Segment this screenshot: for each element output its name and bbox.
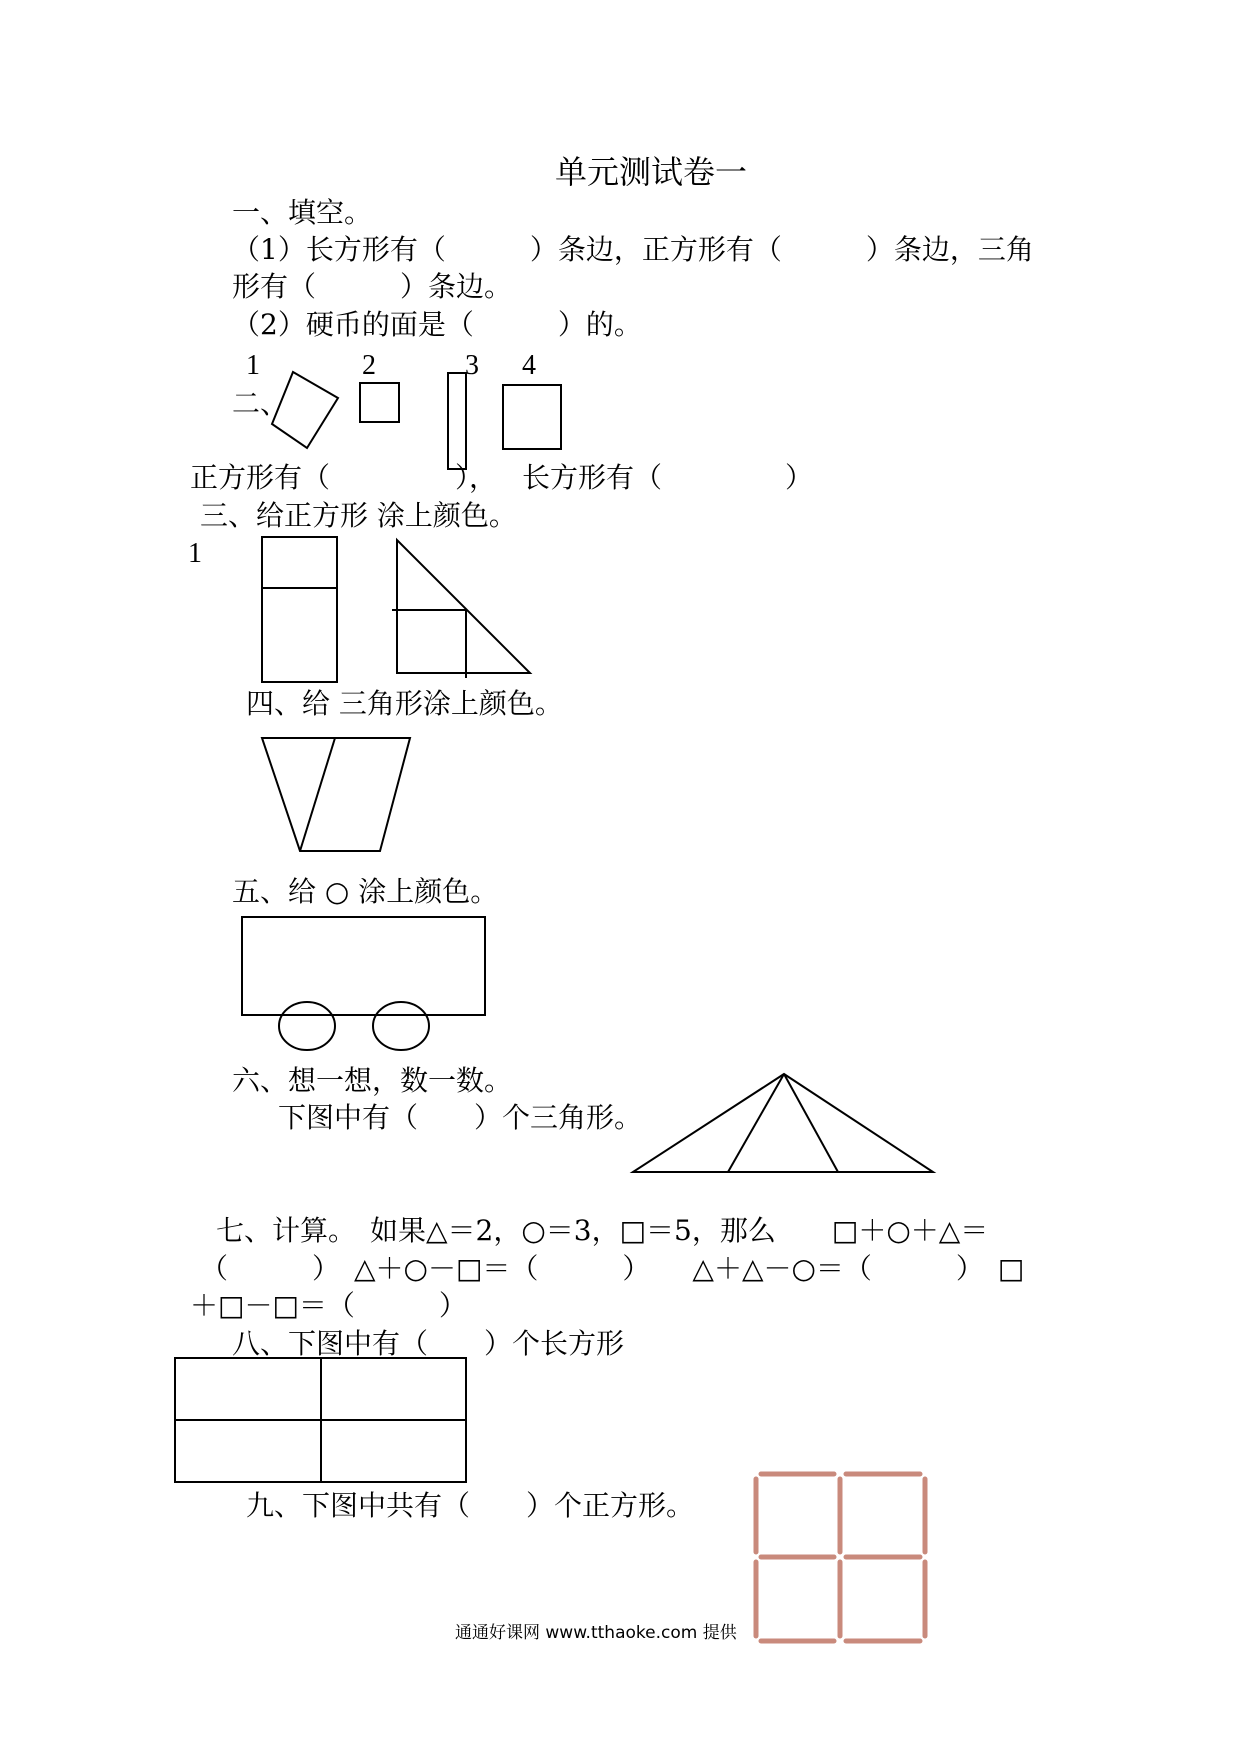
q9-heading: 九、下图中共有（ ）个正方形。 <box>246 1489 695 1522</box>
q5-cart-body <box>242 917 485 1015</box>
q7-line3: ＋□－□＝（ ） <box>190 1289 467 1322</box>
q2-label: 二、 <box>232 387 289 420</box>
q2-tall-rectangle-shape-3 <box>448 373 466 469</box>
q4-inverted-trapezoid <box>262 738 410 851</box>
q2-tilted-rectangle-shape-1 <box>272 372 338 448</box>
q7-line1: 七、计算。 如果△＝2，○＝3，□＝5，那么 □＋○＋△＝ <box>216 1214 989 1247</box>
q3-heading: 三、给正方形 涂上颜色。 <box>200 499 517 532</box>
q6-inner-line-right <box>784 1074 838 1172</box>
q2-small-square-shape-2 <box>360 383 399 422</box>
q4-heading: 四、给 三角形涂上颜色。 <box>246 687 563 720</box>
q6-question: 下图中有（ ）个三角形。 <box>278 1101 643 1134</box>
page-title: 单元测试卷一 <box>555 153 748 191</box>
q5-cart-wheel-right <box>373 1002 429 1050</box>
q2-rect-answer-close: ） <box>785 461 814 494</box>
q2-shape-number-4: 4 <box>522 350 536 381</box>
q5-heading: 五、给 ○ 涂上颜色。 <box>232 875 499 908</box>
q2-square-shape-4 <box>503 385 561 449</box>
q1-line3: （2）硬币的面是（ ）的。 <box>232 308 642 341</box>
q1-line1: （1）长方形有（ ）条边，正方形有（ ）条边，三角 <box>232 233 1034 266</box>
q3-rectangle-divided <box>262 537 337 682</box>
q8-heading: 八、下图中有（ ）个长方形 <box>232 1327 625 1360</box>
q2-square-answer-label: 正方形有（ <box>190 461 331 494</box>
q2-rect-answer-label: 长方形有（ <box>522 461 663 494</box>
q7-line2: （ ） △＋○－□＝（ ） △＋△－○＝（ ） □ <box>200 1252 1025 1285</box>
q9-matchstick-squares <box>756 1474 925 1641</box>
footer-credit: 通通好课网 www.tthaoke.com 提供 <box>455 1623 737 1643</box>
q3-number: 1 <box>188 538 202 569</box>
q4-trapezoid-diagonal <box>300 738 335 851</box>
q2-shape-number-3: 3 <box>465 350 479 381</box>
q1-heading: 一、填空。 <box>232 196 373 229</box>
q6-inner-line-left <box>728 1074 784 1172</box>
q6-heading: 六、想一想，数一数。 <box>232 1064 513 1097</box>
q2-shape-number-1: 1 <box>246 350 260 381</box>
q1-line2: 形有（ ）条边。 <box>232 270 513 303</box>
q5-cart-wheel-left <box>279 1002 335 1050</box>
q2-square-answer-close: ）， <box>455 461 498 494</box>
q6-large-triangle <box>633 1074 933 1172</box>
q3-right-triangle <box>397 540 530 673</box>
q2-shape-number-2: 2 <box>362 350 376 381</box>
